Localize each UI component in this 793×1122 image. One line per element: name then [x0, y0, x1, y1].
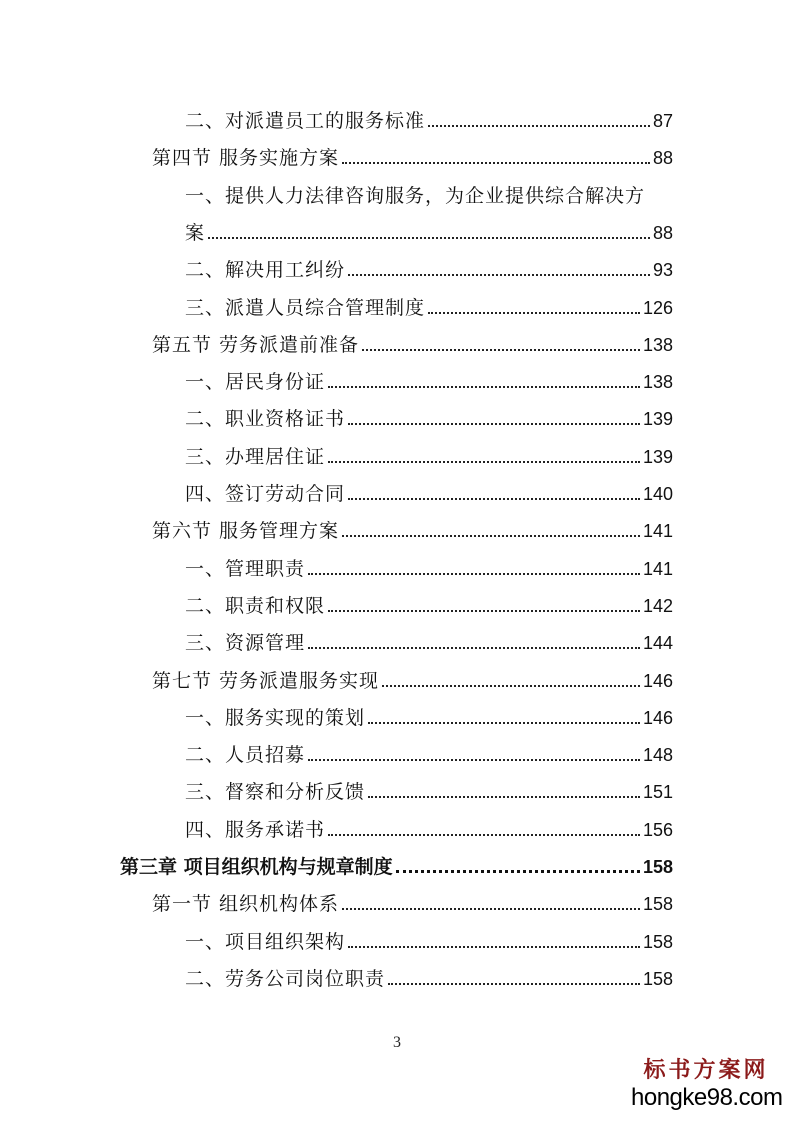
toc-entry-label: 三、资源管理 [185, 632, 306, 655]
toc-subsection-entry[interactable] [185, 551, 673, 581]
toc-dot-leader [328, 834, 640, 836]
toc-subsection-entry[interactable] [185, 215, 673, 245]
toc-subsection-entry[interactable] [185, 961, 673, 991]
toc-section-entry[interactable] [152, 327, 673, 357]
toc-entry-page: 138 [642, 372, 673, 393]
toc-subsection-entry[interactable] [185, 588, 673, 618]
toc-dot-leader [368, 796, 640, 798]
toc-entry-page: 88 [652, 222, 673, 243]
toc-entry-page: 126 [642, 297, 673, 318]
toc-section-entry[interactable] [152, 140, 673, 170]
toc-dot-leader [308, 647, 640, 649]
toc-entry-label: 二、职责和权限 [185, 594, 326, 617]
toc-entry-label: 第一节 组织机构体系 [152, 893, 340, 916]
toc-entry-label: 二、劳务公司岗位职责 [185, 967, 386, 990]
toc-subsection-entry[interactable] [185, 924, 673, 954]
toc-subsection-entry[interactable] [185, 401, 673, 431]
toc-dot-leader [342, 535, 640, 537]
toc-entry-page: 93 [652, 260, 673, 281]
toc-entry-page: 148 [642, 745, 673, 766]
toc-dot-leader [342, 908, 640, 910]
toc-dot-leader [208, 237, 650, 239]
toc-dot-leader [328, 386, 640, 388]
toc-entry-label: 二、职业资格证书 [185, 408, 346, 431]
toc-entry-page: 88 [652, 148, 673, 169]
toc-dot-leader [348, 946, 640, 948]
toc-entry-label: 三、督察和分析反馈 [185, 781, 366, 804]
toc-subsection-entry[interactable] [185, 700, 673, 730]
toc-entry-page: 158 [642, 931, 673, 952]
toc-entry-label: 一、居民身份证 [185, 371, 326, 394]
toc-entry-page: 151 [642, 782, 673, 803]
toc-entry-page: 140 [642, 484, 673, 504]
toc-subsection-entry[interactable] [185, 812, 673, 842]
toc-entry-label: 二、人员招募 [185, 744, 306, 767]
toc-dot-leader [342, 162, 650, 164]
toc-dot-leader [428, 125, 650, 127]
toc-entry-page: 146 [642, 707, 673, 728]
toc-entry-label: 四、服务承诺书 [185, 818, 326, 841]
toc-dot-leader [428, 312, 640, 314]
toc-dot-leader [348, 498, 640, 500]
toc-entry-label: 一、提供人力法律咨询服务，为企业提供综合解决方 [185, 184, 646, 207]
toc-entry-page: 146 [642, 670, 673, 691]
toc-dot-leader [308, 573, 640, 575]
toc-chapter-entry[interactable] [120, 849, 673, 879]
toc-entry-page: 139 [642, 446, 673, 467]
toc-dot-leader [362, 349, 640, 351]
toc-subsection-entry[interactable] [185, 252, 673, 282]
watermark-url: hongke98.com [631, 1084, 783, 1111]
toc-entry-label: 三、办理居住证 [185, 445, 326, 468]
toc-dot-leader [328, 461, 640, 463]
toc-entry-label: 第六节 服务管理方案 [152, 520, 340, 543]
toc-dot-leader [388, 983, 640, 985]
toc-subsection-entry[interactable] [185, 774, 673, 804]
toc-entry-page: 158 [642, 968, 673, 989]
toc-entry-label: 第五节 劳务派遣前准备 [152, 333, 360, 356]
toc-entry-label: 第三章 项目组织机构与规章制度 [120, 856, 393, 878]
toc-dot-leader [396, 870, 640, 873]
toc-entry-page: 141 [642, 558, 673, 579]
toc-entry-label: 三、派遣人员综合管理制度 [185, 296, 426, 319]
watermark-name: 标书方案网 [643, 1057, 769, 1083]
toc-entry-label: 第四节 服务实施方案 [152, 147, 340, 170]
page-number: 3 [393, 1034, 401, 1051]
toc-entry-page: 144 [642, 633, 673, 654]
toc-section-entry[interactable] [152, 886, 673, 916]
toc-dot-leader [382, 685, 640, 687]
toc-entry-label: 一、管理职责 [185, 557, 306, 580]
toc-dot-leader [368, 722, 640, 724]
toc-subsection-entry[interactable] [185, 439, 673, 469]
toc-entry-label: 四、签订劳动合同 [185, 483, 346, 505]
toc-dot-leader [348, 274, 650, 276]
toc-subsection-entry[interactable] [185, 625, 673, 655]
toc-entry-label: 一、项目组织架构 [185, 930, 346, 953]
site-watermark [631, 1056, 781, 1116]
toc-entry-page: 138 [642, 334, 673, 355]
toc-entry-page: 158 [642, 894, 673, 915]
toc-entry-label: 一、服务实现的策划 [185, 706, 366, 729]
toc-subsection-entry[interactable] [185, 290, 673, 320]
toc-entry-page: 141 [642, 521, 673, 542]
toc-section-entry[interactable] [152, 663, 673, 693]
toc-subsection-entry[interactable] [185, 364, 673, 394]
toc-entry-page: 156 [642, 819, 673, 840]
toc-subsection-entry[interactable] [185, 103, 673, 133]
toc-entry-page: 142 [642, 595, 673, 616]
toc-entry-page: 139 [642, 409, 673, 430]
toc-entry-label: 案 [185, 221, 206, 244]
toc-entry-page: 158 [642, 857, 673, 877]
toc-dot-leader [308, 759, 640, 761]
toc-dot-leader [328, 610, 640, 612]
toc-subsection-entry[interactable] [185, 178, 673, 208]
toc-dot-leader [348, 423, 640, 425]
toc-entry-label: 二、对派遣员工的服务标准 [185, 110, 426, 132]
toc-subsection-entry[interactable] [185, 476, 673, 506]
toc-entry-label: 二、解决用工纠纷 [185, 259, 346, 282]
toc-entry-page: 87 [652, 111, 673, 131]
toc-section-entry[interactable] [152, 513, 673, 543]
toc-subsection-entry[interactable] [185, 737, 673, 767]
toc-entry-label: 第七节 劳务派遣服务实现 [152, 669, 380, 692]
